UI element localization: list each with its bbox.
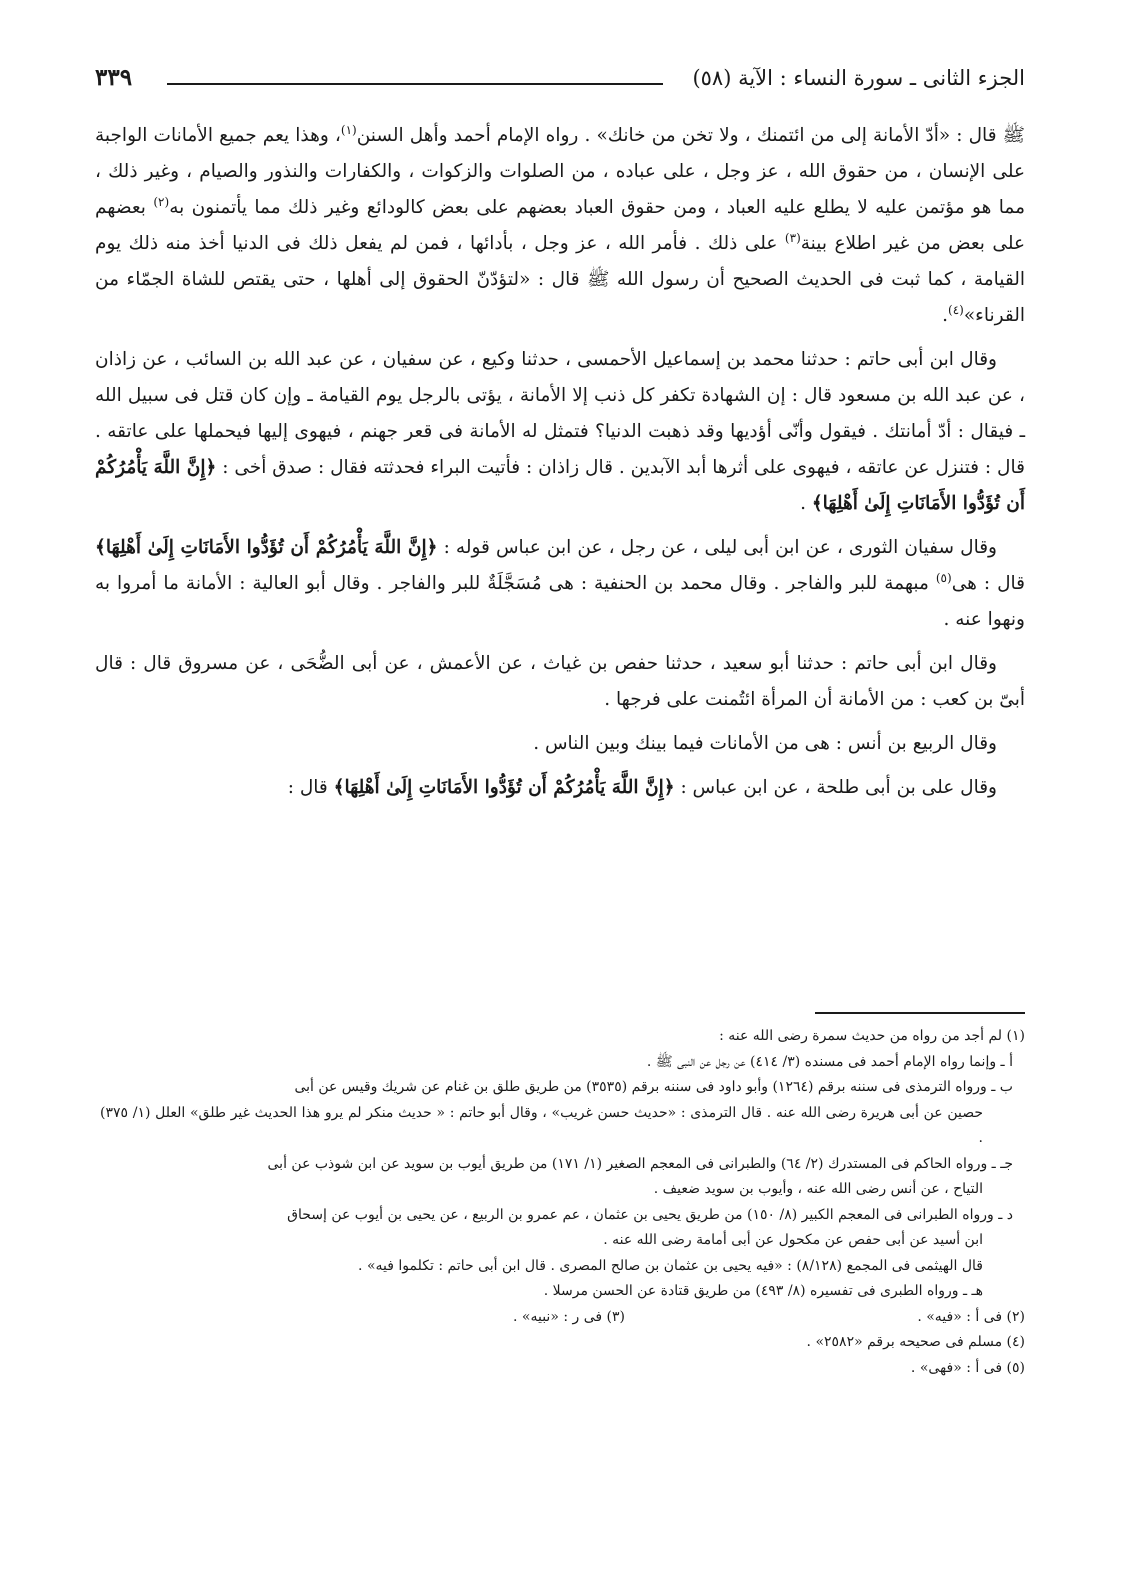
- footnote: (٥) فى أ : «فهى» .: [910, 1359, 1025, 1376]
- footnote-item: جـ ـ ورواه الحاكم فى المستدرك (٢/ ٦٤) والطبرانى فى المعجم الصغير (١/ ١٧١) من طريق أيوب بن سويد عن ابن شوذب عن أبى: [267, 1155, 1013, 1172]
- footnote-item: قال الهيثمى فى المجمع (٨/١٢٨) : «فيه يحيى بن عثمان بن صالح المصرى . قال ابن أبى حاتم : تكلموا فيه» .: [358, 1257, 983, 1274]
- paragraph: وقال سفيان الثورى ، عن ابن أبى ليلى ، عن رجل ، عن ابن عباس قوله : ﴿إِنَّ اللَّهَ يَأْمُرُكُمْ أَن تُؤَدُّوا الأَمَانَاتِ إِلَىٰ أَهْلِهَا﴾ قال : هى$^{(٥)}$ مبهمة للبر والفاجر . وقال محمد بن الحنفية : هى مُسَجَّلَةٌ للبر والفاجر . وقال أبو العالية : الأمانة ما أمروا به ونهوا عنه .: [95, 537, 1025, 630]
- footnotes: [100, 1024, 1025, 1381]
- footnote-item: التياح ، عن أنس رضى الله عنه ، وأيوب بن سويد ضعيف .: [653, 1181, 983, 1197]
- footnote-item: ب ـ ورواه الترمذى فى سننه برقم (١٢٦٤) وأبو داود فى سننه برقم (٣٥٣٥) من طريق طلق بن غنام عن شريك وقيس عن أبى: [294, 1079, 1013, 1095]
- main-text: [95, 118, 1025, 814]
- footnote: (٢) فى أ : «فيه» .: [917, 1308, 1025, 1325]
- footnote-ref[interactable]: (٣): [784, 230, 801, 245]
- footnote-ref[interactable]: (٥): [935, 570, 952, 585]
- header-rule: [167, 83, 663, 85]
- paragraph: ﷺ قال : «أدّ الأمانة إلى من ائتمنك ، ولا تخن من خانك» . رواه الإمام أحمد وأهل السنن$^{(١)}$، وهذا يعم جميع الأمانات الواجبة على الإنسان ، من حقوق الله ، عز وجل ، على عباده ، من الصلوات والزكوات ، والكفارات والنذور والصيام ، وغير ذلك ، مما هو مؤتمن عليه لا يطلع عليه العباد ، ومن حقوق العباد بعضهم على بعض كالودائع وغير ذلك مما يأتمنون به$^{(٢)}$ بعضهم على بعض من غير اطلاع بينة$^{(٣)}$ على ذلك . فأمر الله ، عز وجل ، بأدائها ، فمن لم يفعل ذلك فى الدنيا أخذ منه ذلك يوم القيامة ، كما ثبت فى الحديث الصحيح أن رسول الله ﷺ قال : «لتؤدّنّ الحقوق إلى أهلها ، حتى يقتص للشاة الجمّاء من القرناء»$^{(٤)}$.: [95, 122, 1026, 326]
- paragraph: وقال ابن أبى حاتم : حدثنا محمد بن إسماعيل الأحمسى ، حدثنا وكيع ، عن سفيان ، عن عبد الله بن السائب ، عن زاذان ، عن عبد الله بن مسعود قال : إن الشهادة تكفر كل ذنب إلا الأمانة ، يؤتى بالرجل يوم القيامة ـ وإن كان قتل فى سبيل الله ـ فيقال : أدّ أمانتك . فيقول وأنّى أؤديها وقد ذهبت الدنيا؟ فتمثل له الأمانة فى قعر جهنم ، فيهوى إليها فيحملها على عاتقه . قال : فتنزل عن عاتقه ، فيهوى على أثرها أبد الآبدين . قال زاذان : فأتيت البراء فحدثته فقال : صدق أخى : ﴿إِنَّ اللَّهَ يَأْمُرُكُمْ أَن تُؤَدُّوا الأَمَانَاتِ إِلَىٰ أَهْلِهَا﴾ .: [95, 349, 1025, 514]
- footnote-item: ابن أسيد عن أبى حفص عن مكحول عن أبى أمامة رضى الله عنه .: [603, 1232, 983, 1248]
- page-number: ٣٣٩: [95, 64, 133, 91]
- footnote-item: حصين عن أبى هريرة رضى الله عنه . قال الترمذى : «حديث حسن غريب» ، وقال أبو حاتم : « حديث منكر لم يرو هذا الحديث غير طلق» العلل (١/ ٣٧٥) .: [100, 1104, 983, 1146]
- footnote-separator: [815, 1012, 1025, 1014]
- footnote: (١) لم أجد من رواه من حديث سمرة رضى الله عنه :: [719, 1028, 1025, 1044]
- footnote-item: د ـ ورواه الطبرانى فى المعجم الكبير (٨/ ١٥٠) من طريق يحيى بن عثمان ، عم عمرو بن الربيع ، عن يحيى بن أيوب عن إسحاق: [287, 1206, 1013, 1223]
- page-header: [95, 62, 1025, 98]
- quran-verse: ﴿إِنَّ اللَّهَ يَأْمُرُكُمْ أَن تُؤَدُّوا الأَمَانَاتِ إِلَىٰ أَهْلِهَا﴾: [95, 457, 1025, 514]
- paragraph: وقال الربيع بن أنس : هى من الأمانات فيما بينك وبين الناس .: [533, 733, 997, 754]
- footnote-ref[interactable]: (٤): [948, 302, 964, 317]
- quran-verse: ﴿إِنَّ اللَّهَ يَأْمُرُكُمْ أَن تُؤَدُّوا الأَمَانَاتِ إِلَىٰ أَهْلِهَا﴾: [95, 537, 438, 558]
- footnote-item: أ ـ وإنما رواه الإمام أحمد فى مسنده (٣/ ٤١٤) عن رجل عن النبى ﷺ .: [646, 1053, 1013, 1070]
- paragraph: وقال على بن أبى طلحة ، عن ابن عباس : ﴿إِنَّ اللَّهَ يَأْمُرُكُمْ أَن تُؤَدُّوا الأَمَانَاتِ إِلَىٰ أَهْلِهَا﴾ قال :: [287, 777, 997, 798]
- footnote: (٤) مسلم فى صحيحه برقم «٢٥٨٢» .: [806, 1334, 1025, 1350]
- paragraph: وقال ابن أبى حاتم : حدثنا أبو سعيد ، حدثنا حفص بن غياث ، عن الأعمش ، عن أبى الضُّحَى ، عن مسروق قال : قال أبىّ بن كعب : من الأمانة أن المرأة ائتُمنت على فرجها .: [95, 653, 1025, 710]
- footnote-ref[interactable]: (٢): [153, 194, 170, 209]
- footnote-item: هـ ـ ورواه الطبرى فى تفسيره (٨/ ٤٩٣) من طريق قتادة عن الحسن مرسلا .: [543, 1283, 983, 1299]
- footnote-row: [100, 1305, 1025, 1331]
- footnote-ref[interactable]: (١): [340, 122, 357, 137]
- footnote: (٣) فى ر : «نبيه» .: [513, 1308, 625, 1325]
- quran-verse: ﴿إِنَّ اللَّهَ يَأْمُرُكُمْ أَن تُؤَدُّوا الأَمَانَاتِ إِلَىٰ أَهْلِهَا﴾: [333, 777, 675, 798]
- running-title: الجزء الثانى ـ سورة النساء : الآية (٥٨): [692, 66, 1025, 90]
